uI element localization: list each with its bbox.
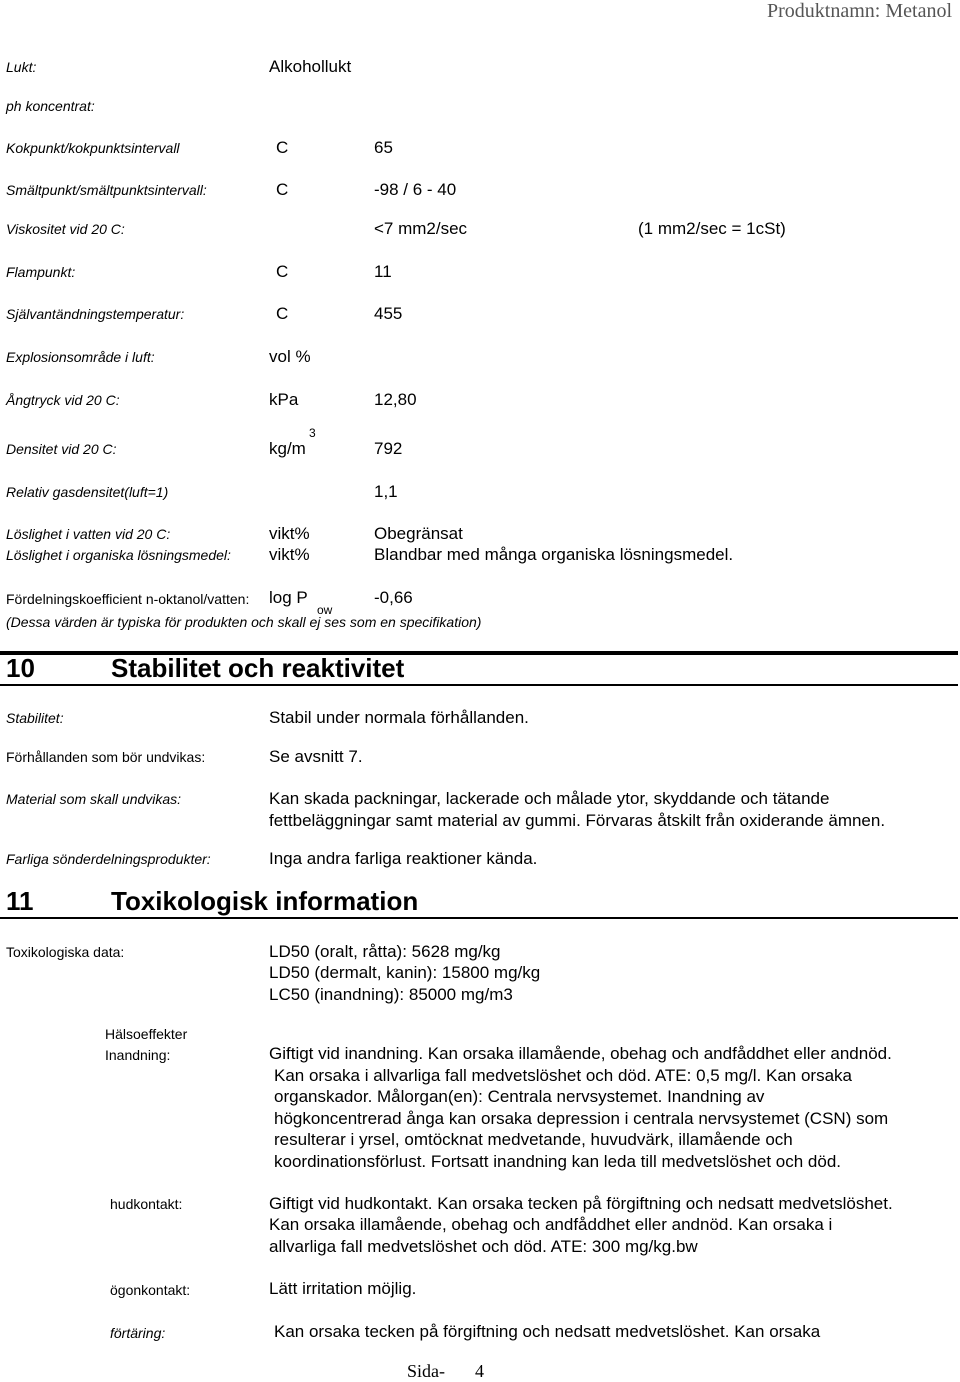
stability-value: Stabil under normala förhållanden. <box>269 708 529 727</box>
rel-density-label: Relativ gasdensitet(luft=1) <box>6 484 169 500</box>
sol-org-unit: vikt% <box>269 545 310 564</box>
tox-data-line-1: LD50 (oralt, råtta): 5628 mg/kg <box>269 942 501 961</box>
inhalation-line-1: Giftigt vid inandning. Kan orsaka illamående, obehag och andfåddhet eller andnöd. <box>269 1044 892 1063</box>
section-10-title: Stabilitet och reaktivitet <box>111 653 405 683</box>
section-10-number: 10 <box>6 653 35 683</box>
boiling-label: Kokpunkt/kokpunktsintervall <box>6 140 180 156</box>
page-label: Sida- <box>407 1361 445 1381</box>
viscosity-value: <7 mm2/sec <box>374 219 468 238</box>
section-11-rule <box>0 917 958 919</box>
avoid-materials-line-1: Kan skada packningar, lackerade och målade ytor, skyddande och tätande <box>269 789 830 808</box>
skin-label: hudkontakt: <box>110 1196 183 1212</box>
vapor-value: 12,80 <box>374 390 417 409</box>
flash-value: 11 <box>374 262 392 281</box>
tox-data-line-3: LC50 (inandning): 85000 mg/m3 <box>269 985 513 1004</box>
flash-unit: C <box>276 262 289 281</box>
skin-line-2: Kan orsaka illamående, obehag och andfåddhet eller andnöd. Kan orsaka i <box>269 1215 833 1234</box>
stability-label: Stabilitet: <box>6 710 64 726</box>
autoignition-label: Självantändningstemperatur: <box>6 306 185 322</box>
sol-org-label: Löslighet i organiska lösningsmedel: <box>6 547 231 563</box>
density-unit-superscript: 3 <box>309 426 316 440</box>
health-effects-heading: Hälsoeffekter <box>105 1026 188 1042</box>
explosive-unit: vol % <box>269 347 311 366</box>
skin-line-1: Giftigt vid hudkontakt. Kan orsaka tecken på förgiftning och nedsatt medvetslöshet. <box>269 1194 893 1213</box>
sol-org-value: Blandbar med många organiska lösningsmedel. <box>374 545 734 564</box>
partition-unit: log P <box>269 588 308 607</box>
ph-label: ph koncentrat: <box>6 98 95 114</box>
density-unit: kg/m <box>269 439 306 458</box>
flash-label: Flampunkt: <box>6 264 76 280</box>
melting-value: -98 / 6 - 40 <box>374 180 457 199</box>
ingestion-value: Kan orsaka tecken på förgiftning och nedsatt medvetslöshet. Kan orsaka <box>274 1322 821 1341</box>
viscosity-note: (1 mm2/sec = 1cSt) <box>638 219 786 238</box>
inhalation-line-2: Kan orsaka i allvarliga fall medvetslöshet och död. ATE: 0,5 mg/l. Kan orsaka <box>274 1066 852 1085</box>
odor-label: Lukt: <box>6 59 37 75</box>
avoid-conditions-label: Förhållanden som bör undvikas: <box>6 749 206 765</box>
tox-data-label: Toxikologiska data: <box>6 944 125 960</box>
ingestion-label: förtäring: <box>110 1325 166 1341</box>
sol-water-value: Obegränsat <box>374 524 463 543</box>
tox-data-line-2: LD50 (dermalt, kanin): 15800 mg/kg <box>269 963 541 982</box>
section-10-rule-bottom <box>0 684 958 686</box>
inhalation-label: Inandning: <box>105 1047 171 1063</box>
boiling-unit: C <box>276 138 289 157</box>
sol-water-unit: vikt% <box>269 524 310 543</box>
melting-label: Smältpunkt/smältpunktsintervall: <box>6 182 207 198</box>
decomposition-value: Inga andra farliga reaktioner kända. <box>269 849 538 868</box>
density-label: Densitet vid 20 C: <box>6 441 117 457</box>
partition-unit-subscript: ow <box>317 603 333 617</box>
inhalation-line-3: organskador. Målorgan(en): Centrala nervsystemet. Inandning av <box>274 1087 765 1106</box>
eye-value: Lätt irritation möjlig. <box>269 1279 417 1298</box>
melting-unit: C <box>276 180 289 199</box>
partition-label: Fördelningskoefficient n-oktanol/vatten: <box>6 591 250 607</box>
section-11-title: Toxikologisk information <box>111 886 419 916</box>
product-name-header: Produktnamn: Metanol <box>767 0 952 22</box>
viscosity-label: Viskositet vid 20 C: <box>6 221 125 237</box>
autoignition-unit: C <box>276 304 289 323</box>
density-value: 792 <box>374 439 403 458</box>
disclaimer: (Dessa värden är typiska för produkten och skall ej ses som en specifikation) <box>6 614 482 630</box>
inhalation-line-6: koordinationsförlust. Fortsatt inandning kan leda till medvetslöshet och död. <box>274 1152 841 1171</box>
avoid-conditions-value: Se avsnitt 7. <box>269 747 363 766</box>
partition-value: -0,66 <box>374 588 413 607</box>
inhalation-line-4: högkoncentrerad ånga kan orsaka depression i centrala nervsystemet (CSN) som <box>274 1109 889 1128</box>
page-number: 4 <box>475 1361 484 1381</box>
rel-density-value: 1,1 <box>374 482 398 501</box>
decomposition-label: Farliga sönderdelningsprodukter: <box>6 851 211 867</box>
vapor-label: Ångtryck vid 20 C: <box>6 392 120 408</box>
boiling-value: 65 <box>374 138 393 157</box>
section-11-number: 11 <box>6 886 34 916</box>
inhalation-line-5: resulterar i yrsel, omtöcknat medvetande, huvudvärk, illamående och <box>274 1130 793 1149</box>
explosive-label: Explosionsområde i luft: <box>6 349 155 365</box>
sol-water-label: Löslighet i vatten vid 20 C: <box>6 526 171 542</box>
odor-value: Alkohollukt <box>269 57 352 76</box>
autoignition-value: 455 <box>374 304 403 323</box>
eye-label: ögonkontakt: <box>110 1282 191 1298</box>
skin-line-3: allvarliga fall medvetslöshet och död. ATE: 300 mg/kg.bw <box>269 1237 698 1256</box>
avoid-materials-line-2: fettbeläggningar samt material av gummi. Förvaras åtskilt från oxiderande ämnen. <box>269 811 886 830</box>
vapor-unit: kPa <box>269 390 299 409</box>
avoid-materials-label: Material som skall undvikas: <box>6 791 182 807</box>
